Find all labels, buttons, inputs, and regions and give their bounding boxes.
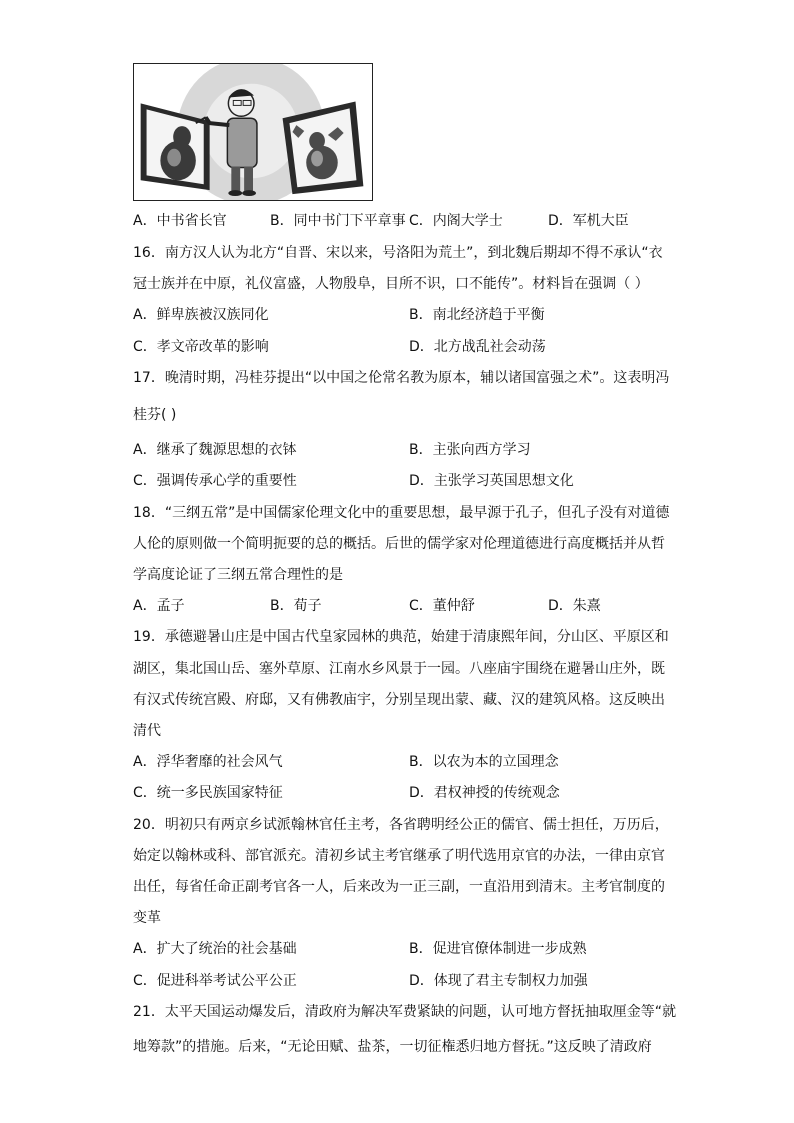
q19-option-c: C．统一多民族国家特征 <box>133 785 283 801</box>
q20-option-a: A．扩大了统治的社会基础 <box>133 941 297 957</box>
q21-stem-line-2: 地筹款”的措施。后来，“无论田赋、盐茶，一切征権悉归地方督抚。”这反映了清政府 <box>133 1039 652 1055</box>
q19-stem-line-3: 有汉式传统宫殿、府邸，又有佛教庙宇，分别呈现出蒙、藏、汉的建筑风格。这反映出 <box>133 692 665 708</box>
q21-stem-line-1: 21．太平天国运动爆发后，清政府为解决军费紧缺的问题，认可地方督抚抽取厘金等“就 <box>133 1004 677 1020</box>
q17-option-a: A．继承了魏源思想的衣钵 <box>133 442 297 458</box>
q20-option-c: C．促进科举考试公平公正 <box>133 973 297 989</box>
q16-option-c: C．孝文帝改革的影响 <box>133 339 269 355</box>
q18-option-c: C．董仲舒 <box>409 598 475 614</box>
q18-option-d: D．朱熹 <box>548 598 601 614</box>
q20-stem-line-1: 20．明初只有两京乡试派翰林官任主考，各省聘明经公正的儒官、儒士担任，万历后， <box>133 817 669 833</box>
q15-option-d: D．军机大臣 <box>548 213 629 229</box>
q18-option-a: A．孟子 <box>133 598 185 614</box>
q16-option-a: A．鲜卑族被汉族同化 <box>133 307 269 323</box>
q17-option-c: C．强调传承心学的重要性 <box>133 473 297 489</box>
q17-stem-line-2: 桂芬( ) <box>133 407 177 423</box>
q19-option-b: B．以农为本的立国理念 <box>409 754 559 770</box>
q19-option-a: A．浮华奢靡的社会风气 <box>133 754 283 770</box>
q16-stem-line-2: 冠士族并在中原，礼仪富盛，人物殷阜，目所不识，口不能传”。材料旨在强调（ ） <box>133 276 649 292</box>
q20-option-d: D．体现了君主专制权力加强 <box>409 973 588 989</box>
q18-stem-line-3: 学高度论证了三纲五常合理性的是 <box>133 567 343 583</box>
q17-stem-line-1: 17．晚清时期，冯桂芬提出“以中国之伦常名教为原本，辅以诸国富强之术”。这表明冯 <box>133 370 670 386</box>
q17-option-d: D．主张学习英国思想文化 <box>409 473 574 489</box>
q20-stem-line-4: 变革 <box>133 910 161 926</box>
q16-option-b: B．南北经济趋于平衡 <box>409 307 545 323</box>
q16-stem-line-1: 16．南方汉人认为北方“自晋、宋以来，号洛阳为荒土”，到北魏后期却不得不承认“衣 <box>133 245 663 261</box>
q18-stem-line-1: 18．“三纲五常”是中国儒家伦理文化中的重要思想，最早源于孔子，但孔子没有对道德 <box>133 505 670 521</box>
q17-option-b: B．主张向西方学习 <box>409 442 531 458</box>
q19-stem-line-2: 湖区，集北国山岳、塞外草原、江南水乡风景于一园。八座庙宇围绕在避暑山庄外，既 <box>133 661 665 677</box>
q20-stem-line-3: 出任，每省任命正副考官各一人，后来改为一正三副，一直沿用到清末。主考官制度的 <box>133 879 665 895</box>
q16-option-d: D．北方战乱社会动荡 <box>409 339 546 355</box>
q20-stem-line-2: 始定以翰林或科、部官派充。清初乡试主考官继承了明代选用京官的办法，一律由京官 <box>133 848 665 864</box>
q20-option-b: B．促进官僚体制进一步成熟 <box>409 941 587 957</box>
cartoon-illustration <box>134 64 372 200</box>
q19-option-d: D．君权神授的传统观念 <box>409 785 560 801</box>
q19-stem-line-4: 清代 <box>133 723 161 739</box>
q15-option-c: C．内阁大学士 <box>409 213 503 229</box>
q19-stem-line-1: 19．承德避暑山庄是中国古代皇家园林的典范，始建于清康熙年间，分山区、平原区和 <box>133 629 669 645</box>
q15-option-b: B．同中书门下平章事 <box>270 213 406 229</box>
q18-option-b: B．荀子 <box>270 598 322 614</box>
q18-stem-line-2: 人伦的原则做一个简明扼要的总的概括。后世的儒学家对伦理道德进行高度概括并从哲 <box>133 536 665 552</box>
q15-option-a: A．中书省长官 <box>133 213 227 229</box>
cartoon-figure <box>133 63 373 201</box>
